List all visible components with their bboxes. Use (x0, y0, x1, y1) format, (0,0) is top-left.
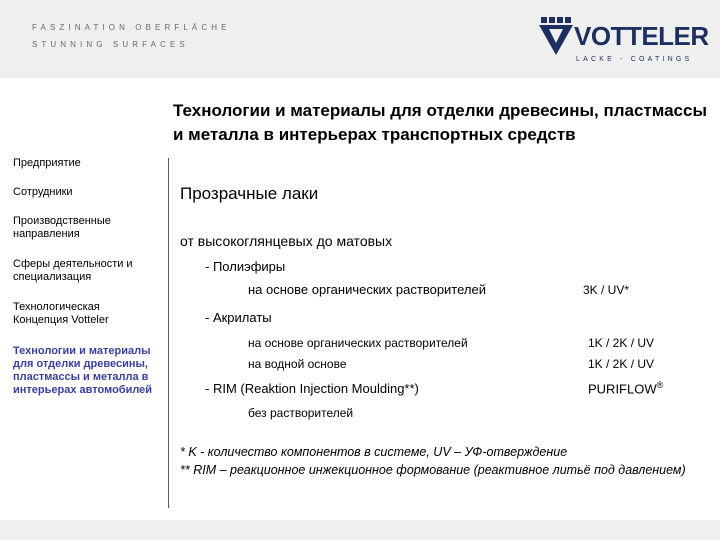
footnote-1: * K - количество компонентов в системе, UV – УФ-отверждение (180, 445, 568, 459)
section-heading: Прозрачные лаки (180, 184, 319, 203)
sidebar-item-technologies[interactable]: Технологии и материалы для отделки древесины, пластмассы и металла в интерьерах автомобилей (13, 345, 153, 396)
sidebar-item-activities[interactable]: Сферы деятельности и специализация (13, 258, 133, 283)
tagline-en: STUNNING SURFACES (32, 40, 189, 49)
item-polyesters-solvent: на основе органических растворителей (248, 282, 486, 297)
item-acrylates-solvent: на основе органических растворителей (248, 336, 468, 350)
item-acrylates: - Акрилаты (205, 310, 272, 325)
vertical-divider (168, 158, 169, 508)
footnote-2: ** RIM – реакционное инжекционное формование (реактивное литьё под давлением) (180, 463, 686, 477)
logo-subtitle: LACKE - COATINGS (576, 56, 693, 63)
sidebar-item-company[interactable]: Предприятие (13, 157, 81, 169)
item-polyesters: - Полиэфиры (205, 259, 286, 274)
code-acrylates-water: 1K / 2K / UV (588, 357, 655, 371)
sidebar-item-production[interactable]: Производственные направления (13, 215, 111, 240)
product-name: PURIFLOW (588, 381, 657, 397)
gloss-range: от высокоглянцевых до матовых (180, 233, 393, 249)
item-rim: - RIM (Reaktion Injection Moulding**) (205, 381, 419, 396)
registered-mark: ® (656, 380, 664, 390)
logo-v-icon (538, 16, 574, 56)
sidebar-item-concept[interactable]: Технологическая Концепция Votteler (13, 301, 109, 326)
item-rim-note: без растворителей (248, 406, 354, 420)
votteler-logo (538, 16, 709, 68)
item-acrylates-water: на водной основе (248, 357, 347, 371)
logo-wordmark: VOTTELER (574, 21, 709, 51)
code-acrylates-solvent: 1K / 2K / UV (588, 336, 655, 350)
tagline-de: FASZINATION OBERFLÄCHE (32, 23, 231, 32)
code-polyesters: 3K / UV* (583, 283, 630, 297)
sidebar-item-staff[interactable]: Сотрудники (13, 186, 73, 198)
page-title: Технологии и материалы для отделки древесины, пластмассы и металла в интерьерах транспортных средств (173, 101, 707, 144)
footer-band (0, 520, 720, 540)
product-puriflow (588, 380, 663, 396)
